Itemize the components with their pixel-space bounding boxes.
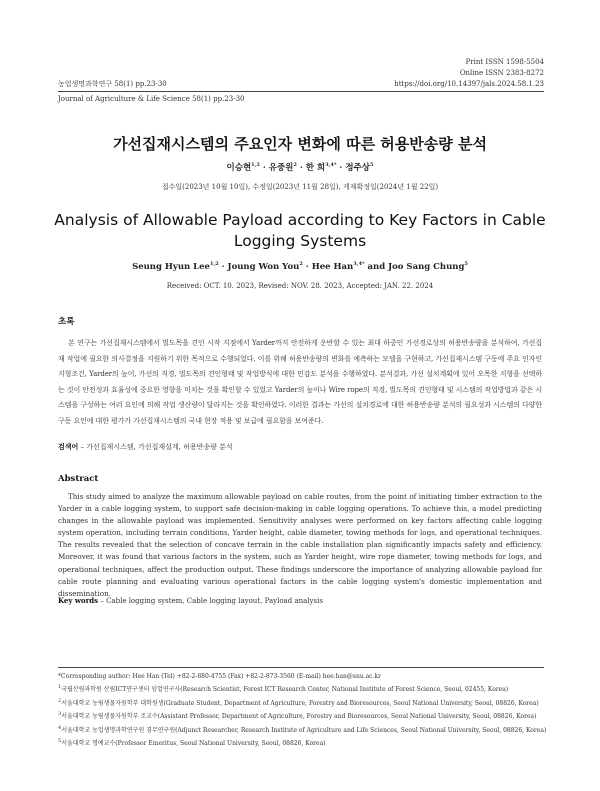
footnote-3: $^3$서울대학교 농림생물자원학부 조교수(Assistant Professor, Department of Agriculture, Forestry and Bioresources, Seoul National University, Seoul, 08826, Korea) [58,711,537,721]
title-en: Analysis of Allowable Payload according to Key Factors in Cable Logging Systems [54,211,546,250]
keywords-en-label: Key words [58,596,99,605]
footnote-2: $^2$서울대학교 농림생물자원학부 대학원생(Graduate Student, Department of Agriculture, Forestry and Bioresources, Seoul National University, Seoul, 08826, Korea) [58,697,539,707]
keywords-en-dash: – [100,597,107,605]
abstract-ko-text: 본 연구는 가선집재시스템에서 벌도목을 견인 시작 지점에서 Yarder까지 안전하게 운반할 수 있는 최대 하중인 가선경로상의 허용반송량을 분석하여, 가선집재 작업에 필요한 의사결정을 지원하기 위한 목적으로 수행되었다. 이를 위해 허용반송량의 변화를 예측하는 모델을 구현하고, 가선집재시스템 구동에 주요 인자인 지형조건, Yarder의 높이, 가선의 직경, 벌도목의 견인형태 및 작업방식에 대한 민감도 분석을 수행하였다. 분석결과, 가선 설치계획에 있어 오목한 지형을 선택하는 것이 안전성과 효율성에 중요한 영향을 미치는 것을 확인할 수 있었고 Yarder의 높이나 Wire rope의 직경, 벌도목의 견인형태 및 시스템의 작업방법과 같은 시스템을 구성하는 여러 요인에 의해 작업 생산량이 달라지는 것을 확인하였다. 이러한 결과는 가선의 설치경로에 대한 허용반송량 분석의 필요성과 시스템의 다양한 구동 요인에 대한 평가가 가선집재시스템의 국내 현장 적용 및 보급에 필요함을 보여준다. [58,339,542,425]
authors-en: Seung Hyun Lee$^{1,2}$ · Joung Won You$^2$ · Hee Han$^{3,4*}$ and Joo Sang Chung$^5$ [132,261,468,272]
title-ko: 가선집재시스템의 주요인자 변화에 따른 허용반송량 분석 [113,135,487,153]
dates-ko: 접수일(2023년 10월 10일), 수정일(2023년 11월 28일), 게재확정일(2024년 1월 22일) [161,183,439,191]
footnote-4: $^4$서울대학교 농업생명과학연구원 겸무연구원(Adjunct Researcher, Research Institute of Agriculture and Life Sciences, Seoul National University, Seoul, 08826, Korea) [58,724,547,734]
doi-link[interactable]: https://doi.org/10.14397/jals.2024.58.1.23 [394,80,544,88]
journal-name-en: Journal of Agriculture & Life Science 58(1) pp.23-30 [58,95,245,103]
corresponding-author: *Corresponding author: Hee Han (Tel) +82-2-880-4755 (Fax) +82-2-873-3560 (E-mail) hee.han@snu.ac.kr [58,673,381,680]
header-rule [58,91,544,92]
footnote-1: $^1$국립산림과학원 산림ICT연구센터 임업연구사(Research Scientist, Forest ICT Research Center, National Institute of Forest Science, Seoul, 02455, Korea) [58,684,509,694]
keywords-ko-label: 검색어 [58,443,79,451]
journal-name-ko: 농업생명과학연구 58(1) pp.23-30 [58,80,167,88]
print-issn: Print ISSN 1598-5504 [465,58,544,66]
abstract-en-text: This study aimed to analyze the maximum allowable payload on cable routes, from the point of initiating timber extraction to the Yarder in a cable logging system, to support safe decision-making in cable logging operations. To achieve this, a model predicting changes in the allowable payload was implemented. Sensitivity analyses were performed on key factors affecting cable logging system operation, including terrain conditions, Yarder height, cable diameter, towing methods for logs, and operational techniques. The results revealed that the selection of concave terrain in the cable installation plan significantly impacts safety and efficiency. Moreover, it was found that various factors in the system, such as Yarder height, wire rope diameter, towing methods for logs, and operational techniques, affect the production output. These findings underscore the importance of analyzing allowable payload for cable route planning and evaluating various operational factors in the cable logging system's domestic implementation and dissemination. [58,492,542,598]
abstract-en-heading: Abstract [58,474,99,484]
keywords-en [58,596,323,605]
dates-en: Received: OCT. 10. 2023, Revised: NOV. 28. 2023, Accepted: JAN. 22. 2024 [166,282,434,290]
footnote-5: $^5$서울대학교 명예교수(Professor Emeritus, Seoul National University, Seoul, 08826, Korea) [58,738,326,748]
online-issn: Online ISSN 2383-8272 [459,69,544,77]
footnote-rule [58,667,544,668]
keywords-ko-value: 가선집재시스템, 가선집재설계, 허용반송량 분석 [86,443,233,451]
keywords-ko-dash: – [80,443,87,451]
authors-ko: 이승현$^{1,2}$ · 유중원$^2$ · 한 희$^{3,4*}$ · 정주상$^5$ [226,162,374,173]
keywords-ko [58,442,233,452]
footnotes [58,672,558,749]
abstract-ko-heading: 초록 [58,317,75,327]
keywords-en-value: Cable logging system, Cable logging layout, Payload analysis [106,597,323,605]
